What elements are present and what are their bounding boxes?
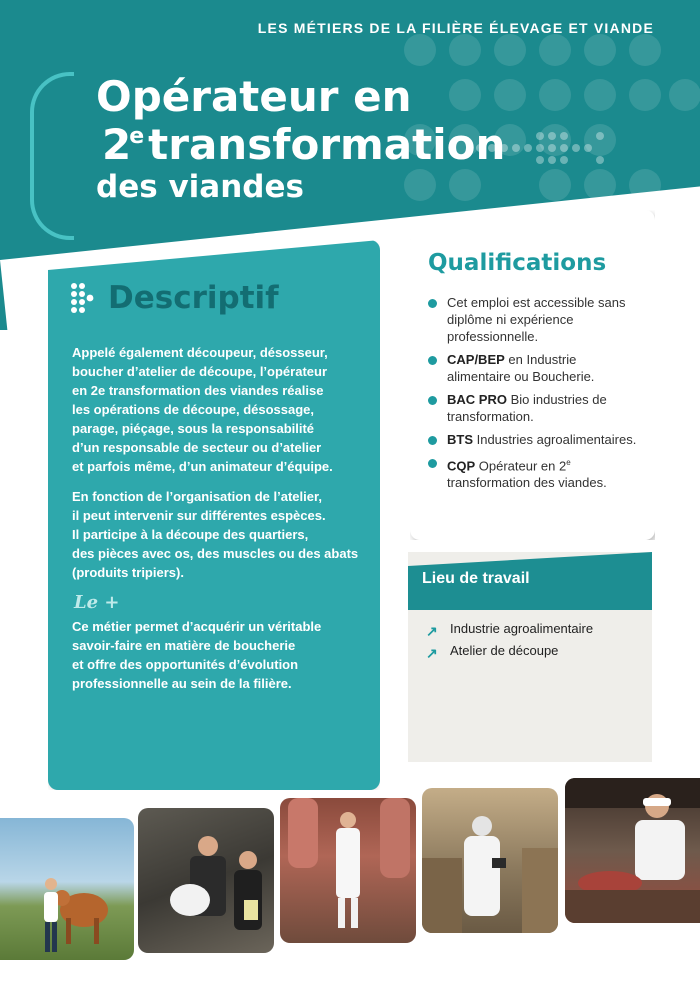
- photo-farmer-with-cow: [0, 818, 134, 960]
- arrow-dots-icon: [70, 282, 96, 318]
- descriptif-paragraph-2: En fonction de l’organisation de l’atelier, il peut intervenir sur différentes espèces. Il participe à la découpe des quartiers, des pièces avec os, des muscles ou des abats (produits tripiers).: [72, 489, 359, 580]
- le-plus-heading: Le +: [74, 592, 120, 613]
- bullet-icon: [428, 396, 437, 405]
- list-item: ↗ Atelier de découpe: [426, 640, 593, 662]
- list-item: CAP/BEP en Industrie alimentaire ou Boucherie.: [428, 351, 643, 385]
- page-title: [96, 72, 506, 205]
- descriptif-body: [72, 343, 372, 593]
- bullet-icon: [428, 356, 437, 365]
- title-line-3: des viandes: [96, 169, 304, 205]
- bullet-icon: [428, 436, 437, 445]
- le-plus-text: Ce métier permet d’acquérir un véritable savoir-faire en matière de boucherie et offre des opportunités d’évolution professionnelle au sein de la filière.: [72, 619, 322, 691]
- lieu-heading: Lieu de travail: [422, 570, 530, 587]
- title-line-1: Opérateur en: [96, 72, 412, 121]
- lieu-list: [426, 618, 593, 662]
- qualifications-list: [428, 294, 643, 497]
- photo-farmers-with-calf: [138, 808, 274, 953]
- list-item: Cet emploi est accessible sans diplôme ni expérience professionnelle.: [428, 294, 643, 345]
- arrow-icon: ↗: [426, 623, 438, 639]
- photo-operator-cold-room: [280, 798, 416, 943]
- bullet-icon: [428, 459, 437, 468]
- list-item: BAC PRO Bio industries de transformation.: [428, 391, 643, 425]
- title-bracket-decoration: [30, 72, 74, 240]
- descriptif-paragraph-1: Appelé également découpeur, désosseur, boucher d’atelier de découpe, l’opérateur en 2e transformation des viandes réalise les opérations de découpe, désossage, parage, piéçage, sous la responsabilité d’un responsable de secteur ou d’atelier et parfois même, d’un animateur d’équipe.: [72, 345, 333, 474]
- list-item: CQP Opérateur en 2e transformation des viandes.: [428, 454, 643, 491]
- photo-worker-in-white-suit: [422, 788, 558, 933]
- series-title: LES MÉTIERS DE LA FILIÈRE ÉLEVAGE ET VIANDE: [257, 20, 654, 36]
- photo-butcher-cutting-meat: [565, 778, 700, 923]
- list-item: BTS Industries agroalimentaires.: [428, 431, 643, 448]
- descriptif-heading: Descriptif: [108, 280, 279, 316]
- list-item: ↗ Industrie agroalimentaire: [426, 618, 593, 640]
- arrow-icon: ↗: [426, 645, 438, 661]
- qualifications-heading: Qualifications: [428, 250, 607, 276]
- bullet-icon: [428, 299, 437, 308]
- title-line-2: 2etransformation: [102, 120, 506, 169]
